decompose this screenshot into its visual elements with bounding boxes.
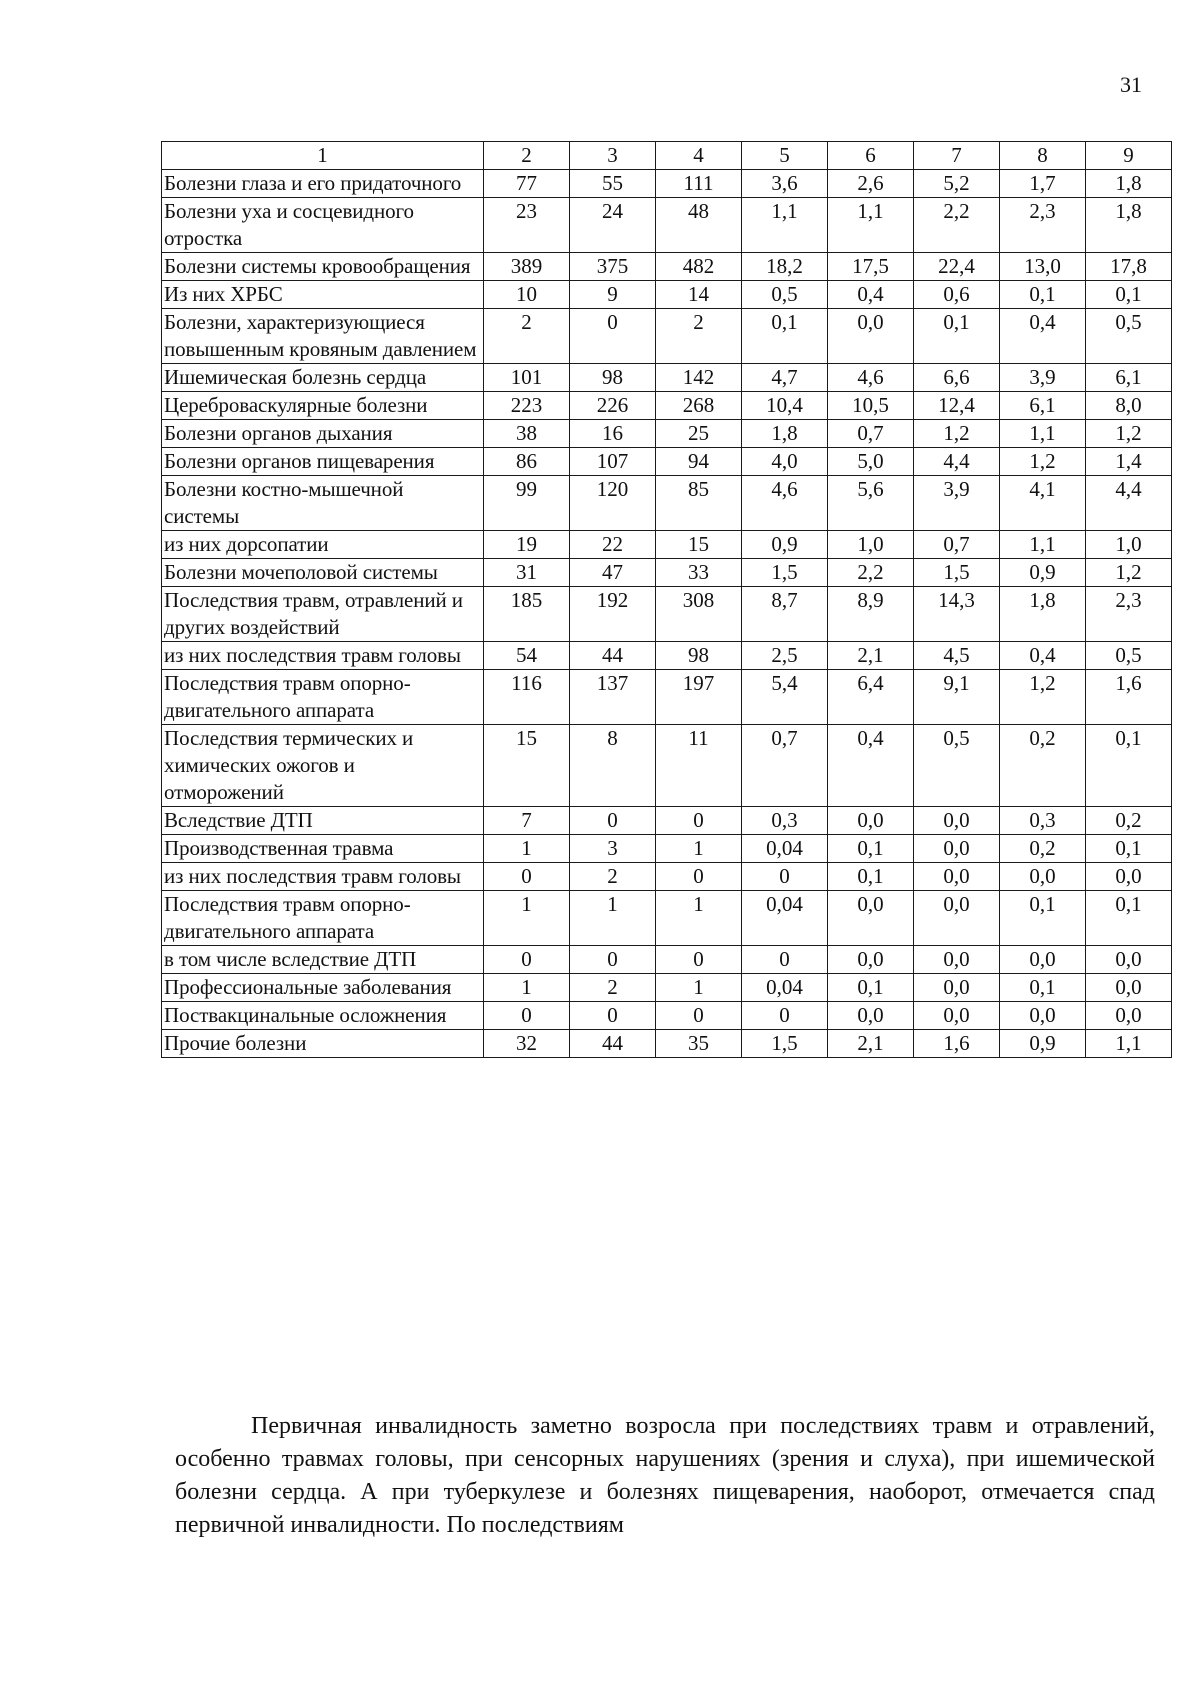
row-label-cell: Вследствие ДТП bbox=[162, 807, 484, 835]
value-cell: 482 bbox=[656, 253, 742, 281]
page-number: 31 bbox=[1120, 72, 1142, 97]
value-cell: 4,6 bbox=[742, 476, 828, 531]
value-cell: 1,2 bbox=[914, 420, 1000, 448]
table-row bbox=[162, 309, 1172, 364]
row-label-cell: Последствия травм опорно-двигательного аппарата bbox=[162, 670, 484, 725]
value-cell: 111 bbox=[656, 170, 742, 198]
value-cell: 0,0 bbox=[1000, 946, 1086, 974]
row-label-cell: в том числе вследствие ДТП bbox=[162, 946, 484, 974]
value-cell: 0,0 bbox=[1086, 974, 1172, 1002]
table-row bbox=[162, 253, 1172, 281]
value-cell: 10,5 bbox=[828, 392, 914, 420]
row-label-cell: Болезни органов пищеварения bbox=[162, 448, 484, 476]
value-cell: 86 bbox=[484, 448, 570, 476]
value-cell: 1 bbox=[484, 891, 570, 946]
row-label-cell: Болезни мочеполовой системы bbox=[162, 559, 484, 587]
value-cell: 0,7 bbox=[828, 420, 914, 448]
value-cell: 0,1 bbox=[1000, 281, 1086, 309]
value-cell: 13,0 bbox=[1000, 253, 1086, 281]
value-cell: 0 bbox=[656, 946, 742, 974]
value-cell: 6,1 bbox=[1000, 392, 1086, 420]
value-cell: 16 bbox=[570, 420, 656, 448]
value-cell: 10 bbox=[484, 281, 570, 309]
value-cell: 389 bbox=[484, 253, 570, 281]
value-cell: 0,1 bbox=[1086, 835, 1172, 863]
value-cell: 33 bbox=[656, 559, 742, 587]
value-cell: 0,04 bbox=[742, 835, 828, 863]
row-label-cell: Цереброваскулярные болезни bbox=[162, 392, 484, 420]
value-cell: 12,4 bbox=[914, 392, 1000, 420]
value-cell: 0,0 bbox=[1086, 863, 1172, 891]
value-cell: 7 bbox=[484, 807, 570, 835]
table-row bbox=[162, 392, 1172, 420]
value-cell: 10,4 bbox=[742, 392, 828, 420]
value-cell: 2,6 bbox=[828, 170, 914, 198]
table-row bbox=[162, 1030, 1172, 1058]
table-row bbox=[162, 670, 1172, 725]
value-cell: 0,2 bbox=[1000, 835, 1086, 863]
value-cell: 1,1 bbox=[828, 198, 914, 253]
value-cell: 1,0 bbox=[828, 531, 914, 559]
value-cell: 0,4 bbox=[1000, 642, 1086, 670]
column-header: 5 bbox=[742, 142, 828, 170]
value-cell: 99 bbox=[484, 476, 570, 531]
value-cell: 192 bbox=[570, 587, 656, 642]
value-cell: 1 bbox=[570, 891, 656, 946]
value-cell: 268 bbox=[656, 392, 742, 420]
value-cell: 17,8 bbox=[1086, 253, 1172, 281]
value-cell: 1,7 bbox=[1000, 170, 1086, 198]
value-cell: 197 bbox=[656, 670, 742, 725]
row-label-cell: Ишемическая болезнь сердца bbox=[162, 364, 484, 392]
value-cell: 226 bbox=[570, 392, 656, 420]
value-cell: 6,4 bbox=[828, 670, 914, 725]
value-cell: 2 bbox=[484, 309, 570, 364]
value-cell: 0,0 bbox=[914, 807, 1000, 835]
value-cell: 0,9 bbox=[1000, 559, 1086, 587]
table-row bbox=[162, 476, 1172, 531]
row-label-cell: из них последствия травм головы bbox=[162, 642, 484, 670]
value-cell: 0,0 bbox=[914, 946, 1000, 974]
value-cell: 6,1 bbox=[1086, 364, 1172, 392]
row-label-cell: Профессиональные заболевания bbox=[162, 974, 484, 1002]
value-cell: 0,0 bbox=[1000, 863, 1086, 891]
value-cell: 1,1 bbox=[742, 198, 828, 253]
value-cell: 0,1 bbox=[828, 863, 914, 891]
value-cell: 0,0 bbox=[828, 1002, 914, 1030]
table-row bbox=[162, 420, 1172, 448]
value-cell: 1,1 bbox=[1086, 1030, 1172, 1058]
value-cell: 0 bbox=[484, 1002, 570, 1030]
value-cell: 2,2 bbox=[828, 559, 914, 587]
value-cell: 0 bbox=[570, 807, 656, 835]
column-header: 9 bbox=[1086, 142, 1172, 170]
row-label-cell: Болезни системы кровообращения bbox=[162, 253, 484, 281]
value-cell: 116 bbox=[484, 670, 570, 725]
table-row bbox=[162, 364, 1172, 392]
value-cell: 101 bbox=[484, 364, 570, 392]
value-cell: 0,2 bbox=[1086, 807, 1172, 835]
value-cell: 19 bbox=[484, 531, 570, 559]
value-cell: 4,5 bbox=[914, 642, 1000, 670]
row-label-cell: Последствия травм, отравлений и других воздействий bbox=[162, 587, 484, 642]
value-cell: 0,04 bbox=[742, 891, 828, 946]
value-cell: 0,4 bbox=[828, 281, 914, 309]
value-cell: 2 bbox=[656, 309, 742, 364]
value-cell: 1,4 bbox=[1086, 448, 1172, 476]
value-cell: 23 bbox=[484, 198, 570, 253]
value-cell: 4,4 bbox=[1086, 476, 1172, 531]
value-cell: 2 bbox=[570, 863, 656, 891]
value-cell: 54 bbox=[484, 642, 570, 670]
value-cell: 1,2 bbox=[1000, 670, 1086, 725]
value-cell: 2 bbox=[570, 974, 656, 1002]
value-cell: 0 bbox=[484, 946, 570, 974]
value-cell: 0,0 bbox=[828, 807, 914, 835]
value-cell: 0,0 bbox=[914, 1002, 1000, 1030]
value-cell: 6,6 bbox=[914, 364, 1000, 392]
column-header: 4 bbox=[656, 142, 742, 170]
value-cell: 18,2 bbox=[742, 253, 828, 281]
value-cell: 1,1 bbox=[1000, 531, 1086, 559]
value-cell: 1,5 bbox=[742, 1030, 828, 1058]
value-cell: 1 bbox=[656, 835, 742, 863]
value-cell: 1,6 bbox=[914, 1030, 1000, 1058]
table-row bbox=[162, 559, 1172, 587]
value-cell: 1,6 bbox=[1086, 670, 1172, 725]
value-cell: 9,1 bbox=[914, 670, 1000, 725]
column-header: 8 bbox=[1000, 142, 1086, 170]
value-cell: 0,1 bbox=[1086, 725, 1172, 807]
value-cell: 5,4 bbox=[742, 670, 828, 725]
value-cell: 185 bbox=[484, 587, 570, 642]
table-row bbox=[162, 531, 1172, 559]
body-paragraph: Первичная инвалидность заметно возросла при последствиях травм и отравлений, особенно травмах головы, при сенсорных нарушениях (зрения и слуха), при ишемической болезни сердца. А при туберкулезе и болезнях пищеварения, наоборот, отмечается спад первичной инвалидности. По последствиям bbox=[175, 1413, 1155, 1538]
value-cell: 14 bbox=[656, 281, 742, 309]
table-row bbox=[162, 807, 1172, 835]
value-cell: 0,0 bbox=[914, 891, 1000, 946]
value-cell: 375 bbox=[570, 253, 656, 281]
value-cell: 4,6 bbox=[828, 364, 914, 392]
table-row bbox=[162, 863, 1172, 891]
row-label-cell: из них последствия травм головы bbox=[162, 863, 484, 891]
value-cell: 48 bbox=[656, 198, 742, 253]
value-cell: 1,5 bbox=[742, 559, 828, 587]
value-cell: 8,0 bbox=[1086, 392, 1172, 420]
value-cell: 0,0 bbox=[1086, 946, 1172, 974]
value-cell: 120 bbox=[570, 476, 656, 531]
value-cell: 25 bbox=[656, 420, 742, 448]
row-label-cell: Прочие болезни bbox=[162, 1030, 484, 1058]
value-cell: 0,2 bbox=[1000, 725, 1086, 807]
value-cell: 5,2 bbox=[914, 170, 1000, 198]
value-cell: 0 bbox=[742, 946, 828, 974]
value-cell: 2,3 bbox=[1086, 587, 1172, 642]
value-cell: 0,0 bbox=[1086, 1002, 1172, 1030]
value-cell: 0 bbox=[656, 807, 742, 835]
value-cell: 1,2 bbox=[1086, 559, 1172, 587]
row-label-cell: Болезни органов дыхания bbox=[162, 420, 484, 448]
row-label-cell: Производственная травма bbox=[162, 835, 484, 863]
column-header: 6 bbox=[828, 142, 914, 170]
value-cell: 15 bbox=[484, 725, 570, 807]
value-cell: 0 bbox=[570, 1002, 656, 1030]
value-cell: 35 bbox=[656, 1030, 742, 1058]
value-cell: 0,0 bbox=[828, 891, 914, 946]
value-cell: 9 bbox=[570, 281, 656, 309]
value-cell: 3,6 bbox=[742, 170, 828, 198]
row-label-cell: Болезни глаза и его придаточного bbox=[162, 170, 484, 198]
value-cell: 5,6 bbox=[828, 476, 914, 531]
value-cell: 85 bbox=[656, 476, 742, 531]
value-cell: 0,04 bbox=[742, 974, 828, 1002]
value-cell: 1 bbox=[656, 891, 742, 946]
table-body bbox=[162, 170, 1172, 1058]
value-cell: 4,0 bbox=[742, 448, 828, 476]
value-cell: 0,7 bbox=[742, 725, 828, 807]
value-cell: 14,3 bbox=[914, 587, 1000, 642]
value-cell: 0,0 bbox=[914, 835, 1000, 863]
value-cell: 31 bbox=[484, 559, 570, 587]
row-label-cell: Поствакцинальные осложнения bbox=[162, 1002, 484, 1030]
value-cell: 0,5 bbox=[1086, 309, 1172, 364]
value-cell: 22 bbox=[570, 531, 656, 559]
value-cell: 2,2 bbox=[914, 198, 1000, 253]
value-cell: 0,4 bbox=[1000, 309, 1086, 364]
column-header: 2 bbox=[484, 142, 570, 170]
table-row bbox=[162, 891, 1172, 946]
value-cell: 0,1 bbox=[1000, 974, 1086, 1002]
row-label-cell: Из них ХРБС bbox=[162, 281, 484, 309]
value-cell: 0,1 bbox=[1086, 281, 1172, 309]
value-cell: 1,5 bbox=[914, 559, 1000, 587]
table-row bbox=[162, 281, 1172, 309]
value-cell: 4,4 bbox=[914, 448, 1000, 476]
value-cell: 44 bbox=[570, 642, 656, 670]
value-cell: 17,5 bbox=[828, 253, 914, 281]
value-cell: 1,2 bbox=[1086, 420, 1172, 448]
table-header-row bbox=[162, 142, 1172, 170]
value-cell: 0,1 bbox=[1000, 891, 1086, 946]
row-label-cell: Последствия травм опорно-двигательного аппарата bbox=[162, 891, 484, 946]
value-cell: 15 bbox=[656, 531, 742, 559]
column-header: 3 bbox=[570, 142, 656, 170]
value-cell: 0,3 bbox=[742, 807, 828, 835]
value-cell: 0,0 bbox=[828, 946, 914, 974]
value-cell: 0 bbox=[656, 1002, 742, 1030]
table-row bbox=[162, 946, 1172, 974]
table-row bbox=[162, 448, 1172, 476]
table-row bbox=[162, 587, 1172, 642]
value-cell: 1 bbox=[484, 974, 570, 1002]
value-cell: 0 bbox=[742, 1002, 828, 1030]
value-cell: 0,0 bbox=[1000, 1002, 1086, 1030]
value-cell: 5,0 bbox=[828, 448, 914, 476]
value-cell: 0 bbox=[742, 863, 828, 891]
value-cell: 55 bbox=[570, 170, 656, 198]
value-cell: 1 bbox=[484, 835, 570, 863]
value-cell: 0,1 bbox=[1086, 891, 1172, 946]
value-cell: 3 bbox=[570, 835, 656, 863]
value-cell: 24 bbox=[570, 198, 656, 253]
table-row bbox=[162, 642, 1172, 670]
value-cell: 8 bbox=[570, 725, 656, 807]
value-cell: 0 bbox=[570, 309, 656, 364]
table-row bbox=[162, 198, 1172, 253]
value-cell: 0 bbox=[656, 863, 742, 891]
value-cell: 0 bbox=[570, 946, 656, 974]
value-cell: 0,9 bbox=[1000, 1030, 1086, 1058]
value-cell: 2,5 bbox=[742, 642, 828, 670]
table-row bbox=[162, 725, 1172, 807]
table-row bbox=[162, 1002, 1172, 1030]
value-cell: 0,0 bbox=[914, 974, 1000, 1002]
value-cell: 44 bbox=[570, 1030, 656, 1058]
value-cell: 0,7 bbox=[914, 531, 1000, 559]
row-label-cell: Болезни, характеризующиеся повышенным кровяным давлением bbox=[162, 309, 484, 364]
value-cell: 8,9 bbox=[828, 587, 914, 642]
value-cell: 98 bbox=[656, 642, 742, 670]
value-cell: 137 bbox=[570, 670, 656, 725]
column-header: 7 bbox=[914, 142, 1000, 170]
value-cell: 223 bbox=[484, 392, 570, 420]
value-cell: 1,2 bbox=[1000, 448, 1086, 476]
value-cell: 0,0 bbox=[914, 863, 1000, 891]
value-cell: 0,5 bbox=[1086, 642, 1172, 670]
row-label-cell: Последствия термических и химических ожогов и отморожений bbox=[162, 725, 484, 807]
table-row bbox=[162, 835, 1172, 863]
value-cell: 94 bbox=[656, 448, 742, 476]
value-cell: 107 bbox=[570, 448, 656, 476]
value-cell: 0,6 bbox=[914, 281, 1000, 309]
value-cell: 308 bbox=[656, 587, 742, 642]
value-cell: 0,3 bbox=[1000, 807, 1086, 835]
value-cell: 3,9 bbox=[1000, 364, 1086, 392]
value-cell: 1,8 bbox=[1000, 587, 1086, 642]
value-cell: 0,1 bbox=[828, 974, 914, 1002]
value-cell: 0,5 bbox=[914, 725, 1000, 807]
value-cell: 1,8 bbox=[1086, 170, 1172, 198]
value-cell: 2,1 bbox=[828, 1030, 914, 1058]
table-row bbox=[162, 974, 1172, 1002]
value-cell: 2,1 bbox=[828, 642, 914, 670]
value-cell: 1,0 bbox=[1086, 531, 1172, 559]
value-cell: 0,1 bbox=[742, 309, 828, 364]
value-cell: 0,9 bbox=[742, 531, 828, 559]
value-cell: 1,1 bbox=[1000, 420, 1086, 448]
value-cell: 8,7 bbox=[742, 587, 828, 642]
value-cell: 22,4 bbox=[914, 253, 1000, 281]
row-label-cell: Болезни уха и сосцевидного отростка bbox=[162, 198, 484, 253]
value-cell: 0,4 bbox=[828, 725, 914, 807]
value-cell: 0,0 bbox=[828, 309, 914, 364]
value-cell: 0 bbox=[484, 863, 570, 891]
value-cell: 1,8 bbox=[742, 420, 828, 448]
value-cell: 0,1 bbox=[828, 835, 914, 863]
row-label-cell: Болезни костно-мышечной системы bbox=[162, 476, 484, 531]
value-cell: 98 bbox=[570, 364, 656, 392]
column-header: 1 bbox=[162, 142, 484, 170]
value-cell: 11 bbox=[656, 725, 742, 807]
value-cell: 1 bbox=[656, 974, 742, 1002]
disability-table bbox=[161, 141, 1172, 1058]
value-cell: 3,9 bbox=[914, 476, 1000, 531]
table-row bbox=[162, 170, 1172, 198]
value-cell: 142 bbox=[656, 364, 742, 392]
value-cell: 77 bbox=[484, 170, 570, 198]
value-cell: 38 bbox=[484, 420, 570, 448]
row-label-cell: из них дорсопатии bbox=[162, 531, 484, 559]
value-cell: 4,1 bbox=[1000, 476, 1086, 531]
value-cell: 4,7 bbox=[742, 364, 828, 392]
value-cell: 1,8 bbox=[1086, 198, 1172, 253]
value-cell: 0,1 bbox=[914, 309, 1000, 364]
value-cell: 32 bbox=[484, 1030, 570, 1058]
value-cell: 47 bbox=[570, 559, 656, 587]
value-cell: 2,3 bbox=[1000, 198, 1086, 253]
value-cell: 0,5 bbox=[742, 281, 828, 309]
